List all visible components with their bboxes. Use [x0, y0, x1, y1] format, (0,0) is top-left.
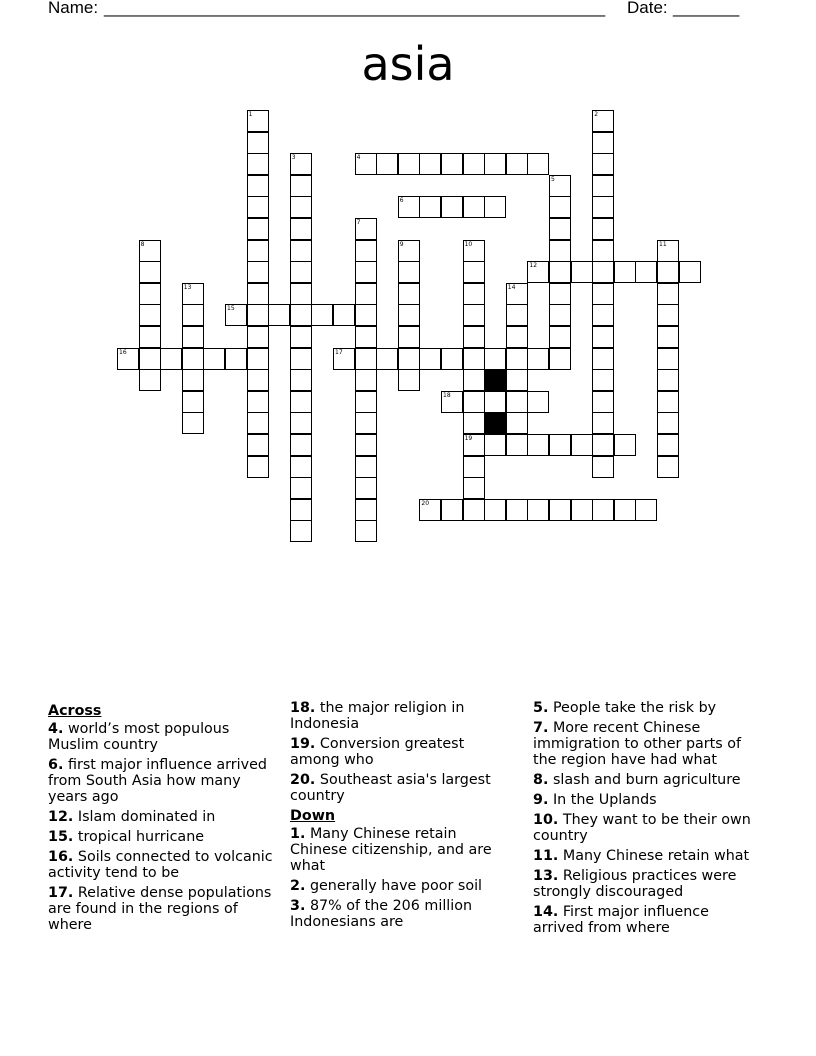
grid-block: [484, 412, 506, 434]
clue-item: [290, 898, 518, 930]
clue-item-text: Soils connected to volcanic activity tend to be: [48, 849, 273, 881]
grid-cell[interactable]: [139, 369, 161, 391]
grid-cell[interactable]: [506, 434, 528, 456]
grid-cell[interactable]: [463, 434, 485, 456]
grid-cell[interactable]: [355, 304, 377, 326]
grid-cell[interactable]: [506, 153, 528, 175]
name-blank-line[interactable]: _____________________________________________________: [104, 0, 606, 17]
grid-cell[interactable]: [592, 499, 614, 521]
grid-cell[interactable]: [290, 456, 312, 478]
clue-item-text: Many Chinese retain what: [562, 848, 750, 864]
grid-cell[interactable]: [290, 218, 312, 240]
clue-item-text: world’s most populous Muslim country: [48, 721, 230, 753]
grid-cell[interactable]: [441, 499, 463, 521]
clue-number: 5: [551, 175, 555, 183]
grid-cell[interactable]: [398, 153, 420, 175]
grid-cell[interactable]: [290, 326, 312, 348]
grid-cell[interactable]: [247, 456, 269, 478]
grid-cell[interactable]: [635, 261, 657, 283]
grid-cell[interactable]: [527, 153, 549, 175]
clue-column-2: [290, 700, 518, 934]
grid-cell[interactable]: [290, 175, 312, 197]
grid-cell[interactable]: [549, 196, 571, 218]
clue-item-text: tropical hurricane: [77, 829, 205, 845]
grid-cell[interactable]: [484, 499, 506, 521]
grid-cell[interactable]: [182, 348, 204, 370]
grid-cell[interactable]: [398, 261, 420, 283]
grid-cell[interactable]: [203, 348, 225, 370]
grid-cell[interactable]: [527, 391, 549, 413]
clue-item-number: 5.: [533, 700, 549, 716]
grid-cell[interactable]: [549, 304, 571, 326]
clue-column-1: [48, 700, 276, 937]
clue-item-text: generally have poor soil: [309, 878, 483, 894]
grid-cell[interactable]: [290, 196, 312, 218]
clue-item-number: 14.: [533, 904, 559, 920]
grid-cell[interactable]: [549, 499, 571, 521]
clue-item: [48, 721, 276, 753]
grid-cell[interactable]: [182, 283, 204, 305]
grid-cell[interactable]: [290, 369, 312, 391]
grid-cell[interactable]: [355, 153, 377, 175]
clue-item-number: 7.: [533, 720, 549, 736]
grid-cell[interactable]: [657, 283, 679, 305]
grid-cell[interactable]: [247, 261, 269, 283]
grid-cell[interactable]: [527, 348, 549, 370]
grid-cell[interactable]: [355, 456, 377, 478]
clue-number: 10: [464, 240, 473, 248]
clue-number: 16: [119, 348, 127, 356]
clue-item: [533, 772, 761, 788]
grid-cell[interactable]: [657, 348, 679, 370]
grid-cell[interactable]: [527, 261, 549, 283]
grid-cell[interactable]: [139, 261, 161, 283]
grid-cell[interactable]: [247, 196, 269, 218]
clue-list: [0, 700, 816, 960]
grid-cell[interactable]: [247, 283, 269, 305]
grid-cell[interactable]: [592, 434, 614, 456]
grid-cell[interactable]: [484, 434, 506, 456]
grid-cell[interactable]: [506, 304, 528, 326]
clue-number: 18: [443, 391, 451, 399]
grid-cell[interactable]: [484, 348, 506, 370]
grid-cell[interactable]: [225, 348, 247, 370]
grid-cell[interactable]: [592, 196, 614, 218]
clue-number: 13: [183, 283, 192, 291]
grid-cell[interactable]: [506, 369, 528, 391]
grid-cell[interactable]: [657, 240, 679, 262]
grid-cell[interactable]: [139, 304, 161, 326]
clue-item-number: 6.: [48, 757, 64, 773]
grid-cell[interactable]: [247, 326, 269, 348]
grid-cell[interactable]: [333, 304, 355, 326]
clue-number: 15: [227, 305, 235, 313]
grid-cell[interactable]: [527, 499, 549, 521]
grid-cell[interactable]: [182, 304, 204, 326]
grid-cell[interactable]: [549, 434, 571, 456]
grid-cell[interactable]: [139, 348, 161, 370]
grid-cell[interactable]: [419, 499, 441, 521]
grid-cell[interactable]: [463, 412, 485, 434]
grid-cell[interactable]: [290, 240, 312, 262]
grid-cell[interactable]: [225, 304, 247, 326]
clue-item-number: 20.: [290, 772, 316, 788]
clue-item: [290, 700, 518, 732]
clue-item: [533, 868, 761, 900]
clue-item-number: 19.: [290, 736, 316, 752]
grid-cell[interactable]: [635, 499, 657, 521]
grid-cell[interactable]: [592, 369, 614, 391]
grid-cell[interactable]: [592, 456, 614, 478]
date-label: Date:: [627, 0, 668, 17]
grid-cell[interactable]: [139, 326, 161, 348]
grid-cell[interactable]: [549, 240, 571, 262]
grid-cell[interactable]: [290, 434, 312, 456]
grid-cell[interactable]: [441, 153, 463, 175]
date-blank-line[interactable]: _______: [673, 0, 740, 17]
clue-item-text: Southeast asia's largest country: [290, 772, 491, 804]
clue-item-number: 15.: [48, 829, 74, 845]
grid-cell[interactable]: [592, 348, 614, 370]
grid-cell[interactable]: [398, 240, 420, 262]
grid-cell[interactable]: [355, 520, 377, 542]
grid-cell[interactable]: [355, 369, 377, 391]
grid-cell[interactable]: [463, 326, 485, 348]
grid-cell[interactable]: [549, 261, 571, 283]
clue-item-text: Conversion greatest among who: [290, 736, 465, 768]
grid-cell[interactable]: [290, 304, 312, 326]
grid-cell[interactable]: [247, 391, 269, 413]
grid-cell[interactable]: [247, 175, 269, 197]
grid-cell[interactable]: [247, 412, 269, 434]
down-heading: Down: [290, 808, 336, 824]
clue-item: [533, 792, 761, 808]
clue-number: 9: [399, 240, 404, 248]
clue-item: [533, 904, 761, 936]
grid-cell[interactable]: [571, 499, 593, 521]
clue-item-number: 2.: [290, 878, 306, 894]
clue-number: 11: [659, 240, 667, 248]
grid-cell[interactable]: [290, 153, 312, 175]
grid-cell[interactable]: [182, 326, 204, 348]
grid-cell[interactable]: [355, 412, 377, 434]
clue-number: 8: [140, 240, 145, 248]
grid-cell[interactable]: [247, 304, 269, 326]
grid-cell[interactable]: [398, 369, 420, 391]
grid-cell[interactable]: [657, 434, 679, 456]
grid-cell[interactable]: [290, 412, 312, 434]
grid-cell[interactable]: [506, 348, 528, 370]
grid-cell[interactable]: [549, 218, 571, 240]
grid-cell[interactable]: [571, 261, 593, 283]
grid-cell[interactable]: [657, 304, 679, 326]
grid-cell[interactable]: [506, 499, 528, 521]
grid-block: [484, 369, 506, 391]
grid-cell[interactable]: [549, 283, 571, 305]
grid-cell[interactable]: [355, 348, 377, 370]
grid-cell[interactable]: [139, 240, 161, 262]
grid-cell[interactable]: [506, 412, 528, 434]
grid-cell[interactable]: [592, 304, 614, 326]
grid-cell[interactable]: [355, 261, 377, 283]
grid-cell[interactable]: [290, 499, 312, 521]
grid-cell[interactable]: [463, 456, 485, 478]
clue-item-text: They want to be their own country: [533, 812, 751, 844]
grid-cell[interactable]: [463, 348, 485, 370]
clue-item-number: 1.: [290, 826, 306, 842]
grid-cell[interactable]: [290, 477, 312, 499]
grid-cell[interactable]: [549, 175, 571, 197]
grid-cell[interactable]: [117, 348, 139, 370]
clue-number: 7: [356, 219, 361, 226]
clue-item-number: 16.: [48, 849, 74, 865]
clue-item: [48, 757, 276, 805]
grid-cell[interactable]: [592, 261, 614, 283]
grid-cell[interactable]: [463, 499, 485, 521]
grid-cell[interactable]: [376, 348, 398, 370]
grid-cell[interactable]: [506, 391, 528, 413]
grid-cell[interactable]: [290, 283, 312, 305]
clue-item-text: first major influence arrived from South Asia how many years ago: [48, 757, 267, 805]
grid-cell[interactable]: [549, 326, 571, 348]
clue-item: [48, 849, 276, 881]
clue-item-number: 10.: [533, 812, 559, 828]
clue-item: [48, 885, 276, 933]
clue-item-number: 4.: [48, 721, 64, 737]
grid-cell[interactable]: [247, 132, 269, 154]
grid-cell[interactable]: [160, 348, 182, 370]
grid-cell[interactable]: [484, 196, 506, 218]
grid-cell[interactable]: [592, 391, 614, 413]
grid-cell[interactable]: [592, 412, 614, 434]
grid-cell[interactable]: [247, 110, 269, 132]
grid-cell[interactable]: [355, 434, 377, 456]
grid-cell[interactable]: [182, 412, 204, 434]
name-label: Name:: [48, 0, 99, 17]
clue-item-text: First major influence arrived from where: [533, 904, 709, 936]
grid-cell[interactable]: [484, 391, 506, 413]
clue-item-text: More recent Chinese immigration to other parts of the region have had what: [533, 720, 742, 768]
clue-item: [290, 772, 518, 804]
grid-cell[interactable]: [592, 240, 614, 262]
grid-cell[interactable]: [657, 261, 679, 283]
grid-cell[interactable]: [657, 391, 679, 413]
clue-item-text: slash and burn agriculture: [552, 772, 741, 788]
clue-item: [533, 720, 761, 768]
grid-cell[interactable]: [419, 196, 441, 218]
grid-cell[interactable]: [333, 348, 355, 370]
grid-cell[interactable]: [355, 240, 377, 262]
grid-cell[interactable]: [614, 499, 636, 521]
clue-item: [533, 848, 761, 864]
grid-cell[interactable]: [355, 283, 377, 305]
clue-item-text: Islam dominated in: [77, 809, 216, 825]
clue-item: [533, 700, 761, 716]
grid-cell[interactable]: [506, 326, 528, 348]
grid-cell[interactable]: [463, 240, 485, 262]
grid-cell[interactable]: [355, 477, 377, 499]
clue-item: [533, 812, 761, 844]
grid-cell[interactable]: [398, 196, 420, 218]
clue-item-number: 17.: [48, 885, 74, 901]
clue-item-text: 87% of the 206 million Indonesians are: [290, 898, 473, 930]
clue-number: 17: [335, 348, 343, 356]
grid-cell[interactable]: [247, 348, 269, 370]
clue-item-number: 9.: [533, 792, 549, 808]
grid-cell[interactable]: [592, 218, 614, 240]
grid-cell[interactable]: [355, 326, 377, 348]
grid-cell[interactable]: [592, 283, 614, 305]
grid-cell[interactable]: [441, 196, 463, 218]
grid-cell[interactable]: [592, 110, 614, 132]
grid-cell[interactable]: [419, 348, 441, 370]
grid-cell[interactable]: [247, 369, 269, 391]
grid-cell[interactable]: [182, 391, 204, 413]
grid-cell[interactable]: [463, 153, 485, 175]
clue-number: 2: [594, 111, 599, 118]
grid-cell[interactable]: [549, 348, 571, 370]
grid-cell[interactable]: [463, 477, 485, 499]
grid-cell[interactable]: [247, 240, 269, 262]
clue-item-number: 13.: [533, 868, 559, 884]
grid-cell[interactable]: [398, 304, 420, 326]
grid-cell[interactable]: [506, 283, 528, 305]
clue-number: 14: [507, 283, 516, 291]
grid-cell[interactable]: [592, 153, 614, 175]
grid-cell[interactable]: [463, 391, 485, 413]
grid-cell[interactable]: [463, 261, 485, 283]
grid-cell[interactable]: [571, 434, 593, 456]
grid-cell[interactable]: [376, 153, 398, 175]
clue-item-number: 18.: [290, 700, 316, 716]
clue-number: 4: [356, 154, 361, 162]
clue-number: 6: [399, 197, 404, 205]
grid-cell[interactable]: [484, 153, 506, 175]
clue-number: 3: [291, 154, 296, 162]
grid-cell[interactable]: [614, 261, 636, 283]
grid-cell[interactable]: [463, 369, 485, 391]
grid-cell[interactable]: [679, 261, 701, 283]
grid-cell[interactable]: [355, 499, 377, 521]
grid-cell[interactable]: [290, 391, 312, 413]
grid-cell[interactable]: [592, 175, 614, 197]
grid-cell[interactable]: [527, 434, 549, 456]
grid-cell[interactable]: [139, 283, 161, 305]
clue-item: [290, 878, 518, 894]
grid-cell[interactable]: [268, 304, 290, 326]
clue-number: 1: [248, 111, 253, 118]
grid-cell[interactable]: [419, 153, 441, 175]
across-heading: Across: [48, 703, 102, 719]
clue-number: 20: [421, 499, 430, 507]
clue-item-text: In the Uplands: [552, 792, 657, 808]
grid-cell[interactable]: [247, 218, 269, 240]
grid-cell[interactable]: [463, 283, 485, 305]
grid-cell[interactable]: [657, 326, 679, 348]
grid-cell[interactable]: [247, 434, 269, 456]
clue-item: [48, 809, 276, 825]
grid-cell[interactable]: [398, 283, 420, 305]
puzzle-title: asia: [361, 37, 455, 91]
grid-cell[interactable]: [247, 153, 269, 175]
clue-item-number: 12.: [48, 809, 74, 825]
grid-cell[interactable]: [592, 326, 614, 348]
clue-number: 12: [529, 262, 538, 270]
grid-cell[interactable]: [355, 218, 377, 240]
clue-item-number: 8.: [533, 772, 549, 788]
clue-number: 19: [464, 435, 473, 442]
grid-cell[interactable]: [398, 326, 420, 348]
grid-cell[interactable]: [657, 412, 679, 434]
clue-item-text: Relative dense populations are found in the regions of where: [48, 885, 272, 933]
grid-cell[interactable]: [290, 520, 312, 542]
grid-cell[interactable]: [290, 348, 312, 370]
grid-cell[interactable]: [182, 369, 204, 391]
grid-cell[interactable]: [463, 196, 485, 218]
clue-item-text: the major religion in Indonesia: [290, 700, 465, 732]
clue-item: [48, 829, 276, 845]
grid-cell[interactable]: [657, 456, 679, 478]
clue-item-text: Many Chinese retain Chinese citizenship, and are what: [290, 826, 492, 874]
grid-cell[interactable]: [355, 391, 377, 413]
grid-cell[interactable]: [657, 369, 679, 391]
grid-cell[interactable]: [398, 348, 420, 370]
clue-item-number: 3.: [290, 898, 306, 914]
grid-cell[interactable]: [290, 261, 312, 283]
grid-cell[interactable]: [311, 304, 333, 326]
clue-item: [290, 736, 518, 768]
grid-cell[interactable]: [614, 434, 636, 456]
clue-item-number: 11.: [533, 848, 559, 864]
clue-item: [290, 826, 518, 874]
grid-cell[interactable]: [592, 132, 614, 154]
clue-item-text: People take the risk by: [552, 700, 717, 716]
clue-item-text: Religious practices were strongly discouraged: [533, 868, 737, 900]
clue-column-3: [533, 700, 761, 940]
grid-cell[interactable]: [441, 348, 463, 370]
grid-cell[interactable]: [463, 304, 485, 326]
grid-cell[interactable]: [441, 391, 463, 413]
